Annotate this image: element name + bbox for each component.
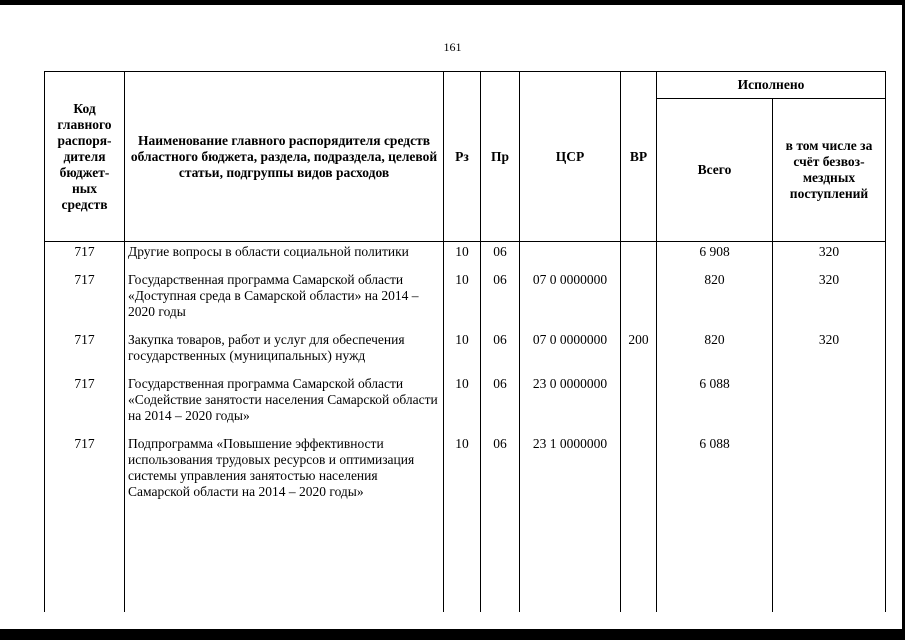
col-header-csr: ЦСР bbox=[520, 72, 621, 242]
cell-total: 820 bbox=[657, 270, 773, 330]
table-row bbox=[45, 374, 886, 434]
col-header-gratuitous: в том числе за счёт безвоз- мездных поступлений bbox=[773, 99, 886, 242]
col-header-name: Наименование главного распорядителя средств областного бюджета, раздела, подраздела, целевой статьи, подгруппы видов расходов bbox=[125, 72, 444, 242]
cell-csr: 23 0 0000000 bbox=[520, 374, 621, 434]
cell-csr: 07 0 0000000 bbox=[520, 270, 621, 330]
filler-cell bbox=[520, 510, 621, 612]
bottom-border-bar bbox=[0, 629, 905, 640]
cell-rz: 10 bbox=[444, 270, 481, 330]
filler-cell bbox=[125, 510, 444, 612]
cell-total: 6 908 bbox=[657, 242, 773, 271]
cell-code: 717 bbox=[45, 374, 125, 434]
cell-name: Государственная программа Самарской области «Содействие занятости населения Самарской области на 2014 – 2020 годы» bbox=[125, 374, 444, 434]
cell-vr bbox=[621, 374, 657, 434]
cell-name: Подпрограмма «Повышение эффективности использования трудовых ресурсов и оптимизация системы управления занятостью населения Самарской области на 2014 – 2020 годы» bbox=[125, 434, 444, 510]
cell-total: 6 088 bbox=[657, 374, 773, 434]
cell-gratuitous: 320 bbox=[773, 330, 886, 374]
cell-vr: 200 bbox=[621, 330, 657, 374]
cell-rz: 10 bbox=[444, 330, 481, 374]
cell-vr bbox=[621, 270, 657, 330]
col-header-executed: Исполнено bbox=[657, 72, 886, 99]
cell-pr: 06 bbox=[481, 270, 520, 330]
cell-name: Закупка товаров, работ и услуг для обеспечения государственных (муниципальных) нужд bbox=[125, 330, 444, 374]
top-border-bar bbox=[0, 0, 905, 5]
cell-gratuitous bbox=[773, 434, 886, 510]
cell-vr bbox=[621, 242, 657, 271]
cell-rz: 10 bbox=[444, 242, 481, 271]
cell-gratuitous: 320 bbox=[773, 242, 886, 271]
cell-csr: 07 0 0000000 bbox=[520, 330, 621, 374]
budget-table bbox=[44, 71, 886, 612]
cell-code: 717 bbox=[45, 330, 125, 374]
cell-vr bbox=[621, 434, 657, 510]
filler-cell bbox=[621, 510, 657, 612]
filler-cell bbox=[481, 510, 520, 612]
table-row bbox=[45, 330, 886, 374]
cell-total: 820 bbox=[657, 330, 773, 374]
cell-pr: 06 bbox=[481, 242, 520, 271]
cell-name: Другие вопросы в области социальной политики bbox=[125, 242, 444, 271]
table-row bbox=[45, 242, 886, 271]
cell-rz: 10 bbox=[444, 434, 481, 510]
filler-cell bbox=[444, 510, 481, 612]
cell-code: 717 bbox=[45, 242, 125, 271]
cell-code: 717 bbox=[45, 434, 125, 510]
table-filler-row bbox=[45, 510, 886, 612]
cell-pr: 06 bbox=[481, 330, 520, 374]
filler-cell bbox=[773, 510, 886, 612]
filler-cell bbox=[45, 510, 125, 612]
col-header-rz: Рз bbox=[444, 72, 481, 242]
col-header-pr: Пр bbox=[481, 72, 520, 242]
cell-total: 6 088 bbox=[657, 434, 773, 510]
cell-name: Государственная программа Самарской области «Доступная среда в Самарской области» на 2014 – 2020 годы bbox=[125, 270, 444, 330]
table-row bbox=[45, 270, 886, 330]
cell-code: 717 bbox=[45, 270, 125, 330]
page-number: 161 bbox=[443, 40, 462, 54]
col-header-total: Всего bbox=[657, 99, 773, 242]
cell-rz: 10 bbox=[444, 374, 481, 434]
col-header-vr: ВР bbox=[621, 72, 657, 242]
table-row bbox=[45, 434, 886, 510]
cell-csr: 23 1 0000000 bbox=[520, 434, 621, 510]
table-body bbox=[45, 242, 886, 613]
cell-gratuitous bbox=[773, 374, 886, 434]
cell-pr: 06 bbox=[481, 374, 520, 434]
col-header-code: Код главного распоря- дителя бюджет- ных средств bbox=[45, 72, 125, 242]
filler-cell bbox=[657, 510, 773, 612]
cell-gratuitous: 320 bbox=[773, 270, 886, 330]
cell-csr bbox=[520, 242, 621, 271]
cell-pr: 06 bbox=[481, 434, 520, 510]
